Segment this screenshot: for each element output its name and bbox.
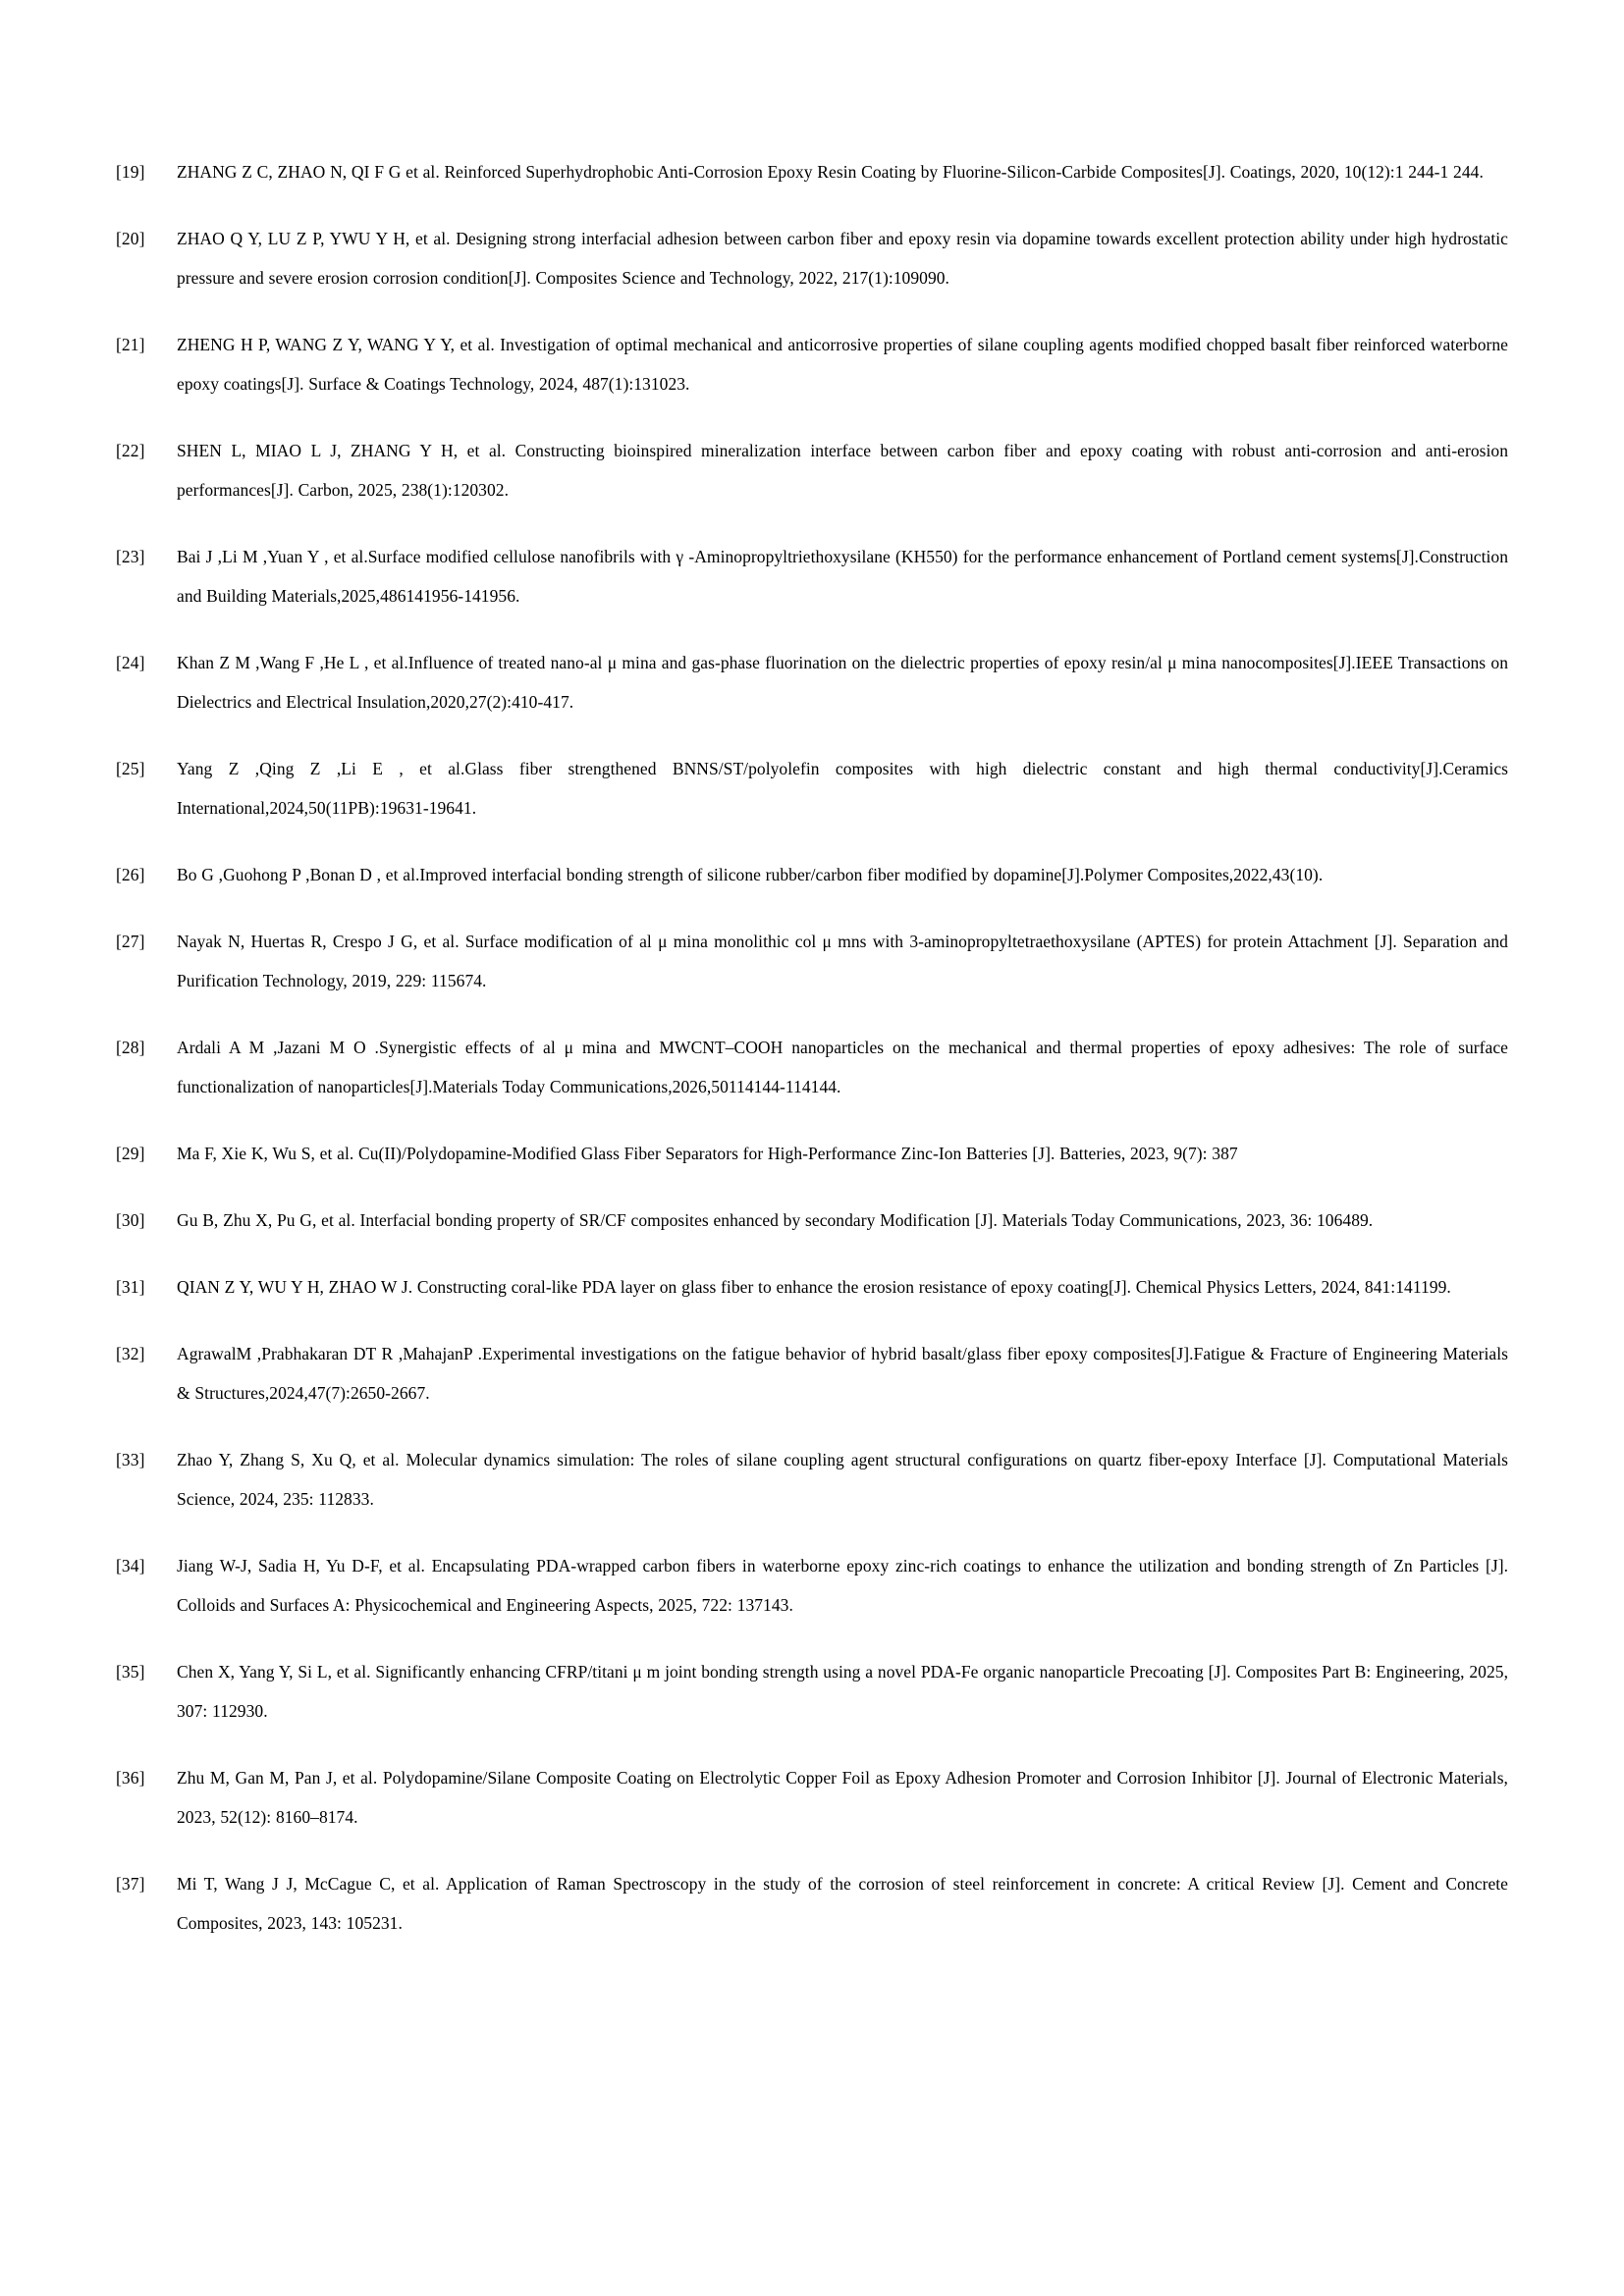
reference-text: Mi T, Wang J J, McCague C, et al. Application of Raman Spectroscopy in the study of the corrosion of steel reinforcement in concrete: A critical Review [J]. Cement and Concrete Composites, 2023, 143: 105231. xyxy=(177,1874,1508,1933)
reference-text: Khan Z M ,Wang F ,He L , et al.Influence of treated nano-al μ mina and gas-phase fluorination on the dielectric properties of epoxy resin/al μ mina nanocomposites[J].IEEE Transactions on Dielectrics and Electrical Insulation,2020,27(2):410-417. xyxy=(177,653,1508,712)
reference-number: [30] xyxy=(116,1210,145,1230)
reference-entry xyxy=(116,431,1508,509)
reference-entry xyxy=(116,1334,1508,1413)
reference-text: Jiang W-J, Sadia H, Yu D-F, et al. Encapsulating PDA-wrapped carbon fibers in waterborne epoxy zinc-rich coatings to enhance the utilization and bonding strength of Zn Particles [J]. Colloids and Surfaces A: Physicochemical and Engineering Aspects, 2025, 722: 137143. xyxy=(177,1556,1508,1615)
reference-text: Gu B, Zhu X, Pu G, et al. Interfacial bonding property of SR/CF composites enhanced by secondary Modification [J]. Materials Today Communications, 2023, 36: 106489. xyxy=(177,1210,1374,1230)
reference-entry xyxy=(116,325,1508,403)
reference-entry xyxy=(116,1546,1508,1625)
reference-entry xyxy=(116,537,1508,615)
reference-text: AgrawalM ,Prabhakaran DT R ,MahajanP .Experimental investigations on the fatigue behavior of hybrid basalt/glass fiber epoxy composites[J].Fatigue & Fracture of Engineering Materials & Structures,2024,47(7):2650-2667. xyxy=(177,1344,1508,1403)
reference-entry xyxy=(116,643,1508,721)
reference-number: [37] xyxy=(116,1874,145,1894)
reference-number: [22] xyxy=(116,441,145,460)
reference-text: Chen X, Yang Y, Si L, et al. Significantly enhancing CFRP/titani μ m joint bonding strength using a novel PDA-Fe organic nanoparticle Precoating [J]. Composites Part B: Engineering, 2025, 307: 112930. xyxy=(177,1662,1508,1721)
reference-text: ZHAO Q Y, LU Z P, YWU Y H, et al. Designing strong interfacial adhesion between carbon fiber and epoxy resin via dopamine towards excellent protection ability under high hydrostatic pressure and severe erosion corrosion condition[J]. Composites Science and Technology, 2022, 217(1):109090. xyxy=(177,229,1508,288)
reference-number: [33] xyxy=(116,1450,145,1469)
reference-text: Nayak N, Huertas R, Crespo J G, et al. Surface modification of al μ mina monolithic col μ mns with 3-aminopropyltetraethoxysilane (APTES) for protein Attachment [J]. Separation and Purification Technology, 2019, 229: 115674. xyxy=(177,932,1508,990)
reference-number: [19] xyxy=(116,162,145,182)
reference-text: Bai J ,Li M ,Yuan Y , et al.Surface modified cellulose nanofibrils with γ -Aminopropyltriethoxysilane (KH550) for the performance enhancement of Portland cement systems[J].Construction and Building Materials,2025,486141956-141956. xyxy=(177,547,1508,606)
reference-text: ZHANG Z C, ZHAO N, QI F G et al. Reinforced Superhydrophobic Anti-Corrosion Epoxy Resin Coating by Fluorine-Silicon-Carbide Composites[J]. Coatings, 2020, 10(12):1 244-1 244. xyxy=(177,162,1484,182)
reference-text: Ma F, Xie K, Wu S, et al. Cu(II)/Polydopamine-Modified Glass Fiber Separators for High-Performance Zinc-Ion Batteries [J]. Batteries, 2023, 9(7): 387 xyxy=(177,1144,1238,1163)
reference-number: [29] xyxy=(116,1144,145,1163)
reference-number: [35] xyxy=(116,1662,145,1682)
reference-text: Ardali A M ,Jazani M O .Synergistic effects of al μ mina and MWCNT‒COOH nanoparticles on the mechanical and thermal properties of epoxy adhesives: The role of surface functionalization of nanoparticles[J].Materials Today Communications,2026,50114144-114144. xyxy=(177,1038,1508,1096)
reference-number: [31] xyxy=(116,1277,145,1297)
reference-number: [36] xyxy=(116,1768,145,1788)
reference-entry xyxy=(116,219,1508,297)
reference-number: [34] xyxy=(116,1556,145,1575)
reference-text: Zhao Y, Zhang S, Xu Q, et al. Molecular dynamics simulation: The roles of silane coupling agent structural configurations on quartz fiber-epoxy Interface [J]. Computational Materials Science, 2024, 235: 112833. xyxy=(177,1450,1508,1509)
reference-number: [21] xyxy=(116,335,145,354)
reference-number: [26] xyxy=(116,865,145,884)
reference-entry xyxy=(116,749,1508,828)
reference-text: Zhu M, Gan M, Pan J, et al. Polydopamine/Silane Composite Coating on Electrolytic Copper Foil as Epoxy Adhesion Promoter and Corrosion Inhibitor [J]. Journal of Electronic Materials, 2023, 52(12): 8160–8174. xyxy=(177,1768,1508,1827)
reference-entry xyxy=(116,152,1508,191)
reference-number: [24] xyxy=(116,653,145,672)
reference-number: [20] xyxy=(116,229,145,248)
reference-number: [25] xyxy=(116,759,145,778)
reference-number: [23] xyxy=(116,547,145,566)
reference-entry xyxy=(116,1267,1508,1307)
reference-text: SHEN L, MIAO L J, ZHANG Y H, et al. Constructing bioinspired mineralization interface between carbon fiber and epoxy coating with robust anti-corrosion and anti-erosion performances[J]. Carbon, 2025, 238(1):120302. xyxy=(177,441,1508,500)
reference-text: QIAN Z Y, WU Y H, ZHAO W J. Constructing coral-like PDA layer on glass fiber to enhance the erosion resistance of epoxy coating[J]. Chemical Physics Letters, 2024, 841:141199. xyxy=(177,1277,1451,1297)
reference-list xyxy=(116,152,1508,1943)
reference-number: [28] xyxy=(116,1038,145,1057)
reference-number: [27] xyxy=(116,932,145,951)
reference-entry xyxy=(116,1028,1508,1106)
reference-entry xyxy=(116,1440,1508,1519)
reference-text: ZHENG H P, WANG Z Y, WANG Y Y, et al. Investigation of optimal mechanical and anticorrosive properties of silane coupling agents modified chopped basalt fiber reinforced waterborne epoxy coatings[J]. Surface & Coatings Technology, 2024, 487(1):131023. xyxy=(177,335,1508,394)
reference-entry xyxy=(116,1201,1508,1240)
reference-entry xyxy=(116,855,1508,894)
reference-number: [32] xyxy=(116,1344,145,1363)
reference-entry xyxy=(116,1134,1508,1173)
reference-entry xyxy=(116,1864,1508,1943)
reference-text: Yang Z ,Qing Z ,Li E , et al.Glass fiber strengthened BNNS/ST/polyolefin composites with high dielectric constant and high thermal conductivity[J].Ceramics International,2024,50(11PB):19631-19641. xyxy=(177,759,1508,818)
reference-entry xyxy=(116,1758,1508,1837)
reference-entry xyxy=(116,1652,1508,1731)
reference-entry xyxy=(116,922,1508,1000)
reference-text: Bo G ,Guohong P ,Bonan D , et al.Improved interfacial bonding strength of silicone rubber/carbon fiber modified by dopamine[J].Polymer Composites,2022,43(10). xyxy=(177,865,1324,884)
